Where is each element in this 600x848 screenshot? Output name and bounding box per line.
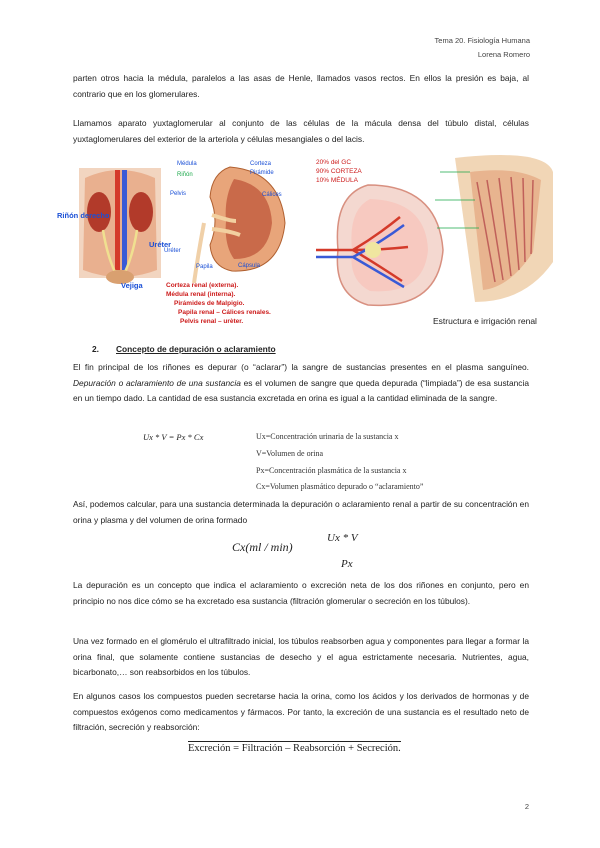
formula-cx-denominator: Px [341,558,353,570]
formula-excretion: Excreción = Filtración – Reabsorción + Secreción. [188,743,401,754]
figure-kidney-section [140,155,310,330]
formula-legend-v: V=Volumen de orina [256,449,324,458]
section-heading [92,344,276,354]
label-calices: Cálices [262,192,282,198]
label-medula: Médula [177,161,197,167]
label-bladder: Vejiga [121,281,143,290]
formula-legend-px: Px=Concentración plasmática de la sustancia x [256,466,407,475]
paragraph-clearance-term: Depuración o aclaramiento de una sustancia [73,377,241,388]
label-capsula: Cápsula [238,263,261,269]
paragraph-reabsorption: Una vez formado en el glomérulo el ultrafiltrado inicial, los túbulos reabsorben agua y componentes para llegar a formar la orina final, que solamente contiene sustancias de desecho y el agua estrictamente necesaria. Nutrientes, agua, bicarbonato,… son reabsorbidos en los túbulos. [73,636,529,677]
formula-cx-lhs: Cx(ml / min) [232,540,293,554]
paragraph-clearance-sentence-2: es el volumen de sangre que queda depurada (“limpiada”) de esa sustancia en un tiempo dado. La cantidad de esa sustancia excretada en orina es igual a la cantidad eliminada de la sangre. [73,377,529,403]
paragraph-secretion: En algunos casos los compuestos pueden secretarse hacia la orina, como los ácidos y los derivados de hormonas y de compuestos exógenos como medicamentos y fármacos. Por tanto, la excreción de una sustancia es el resultado neto de filtración, secreción y reabsorción: [73,691,529,732]
label-ureter: Uréter [149,240,172,249]
paragraph-clearance-sentence-1: El fin principal de los riñones es depurar (o “aclarar”) la sangre de sustancias presentes en el plasma sanguíneo. [73,362,529,372]
header-author: Lorena Romero [477,50,530,59]
page-header [435,34,530,62]
legend-line-3: Pirámides de Malpigio. [174,300,245,307]
label-percent-medulla: 10% MÉDULA [316,177,358,184]
paragraph-clearance-definition [73,360,529,407]
formula-clearance: Ux * V = Px * Cx [143,432,204,442]
label-pelvis: Pelvis [170,191,187,197]
legend-line-5: Pelvis renal – urèter. [180,318,244,325]
page-number: 2 [524,802,529,811]
label-percent-gc: 20% del GC [316,159,352,166]
label-papila: Papila [196,264,213,270]
label-right-kidney: Riñón derecho [57,211,110,220]
formula-cx-numerator: Ux * V [327,532,358,544]
paragraph-juxtaglomerular: Llamamos aparato yuxtaglomerular al conjunto de las células de la mácula densa del túbulo distal, células yuxtaglomerulares del exterior de la arteriola y células mesangiales o del lacis. [73,118,529,144]
paragraph-calculation: Así, podemos calcular, para una sustancia determinada la depuración o aclaramiento renal a partir de su concentración en orina y plasma y del volumen de orina formado [73,499,529,525]
figure-renal-structure [415,152,555,332]
legend-line-2: Médula renal (interna). [166,291,236,298]
paragraph-vasa-recta: parten otros hacia la médula, paralelos a las asas de Henle, llamados vasos rectos. En ellos la presión es baja, al contrario que en los glomerulares. [73,73,529,99]
legend-line-4: Papila renal – Cálices renales. [178,309,271,316]
label-rinon: Riñón [177,172,193,178]
label-corteza: Corteza [250,161,272,167]
header-course: Tema 20. Fisiología Humana [434,36,530,45]
figure-caption-renal-structure: Estructura e irrigación renal [433,316,537,326]
label-percent-cortex: 90% CORTEZA [316,168,362,175]
label-piramide: Pirámide [250,170,274,176]
formula-legend-ux: Ux=Concentración urinaria de la sustancia x [256,432,399,441]
label-ureter-section: Uréter [164,248,181,254]
paragraph-net-clearance: La depuración es un concepto que indica el aclaramiento o excreción neta de los dos riñones en conjunto, pero en principio no nos dice cómo se ha excretado esa sustancia (filtración glomerular o secreción en los túbulos). [73,580,529,606]
section-number: 2. [92,344,99,354]
section-title: Concepto de depuración o aclaramiento [116,344,276,354]
formula-legend-cx: Cx=Volumen plasmático depurado o “aclaramiento” [256,482,424,491]
legend-line-1: Corteza renal (externa). [166,282,239,289]
